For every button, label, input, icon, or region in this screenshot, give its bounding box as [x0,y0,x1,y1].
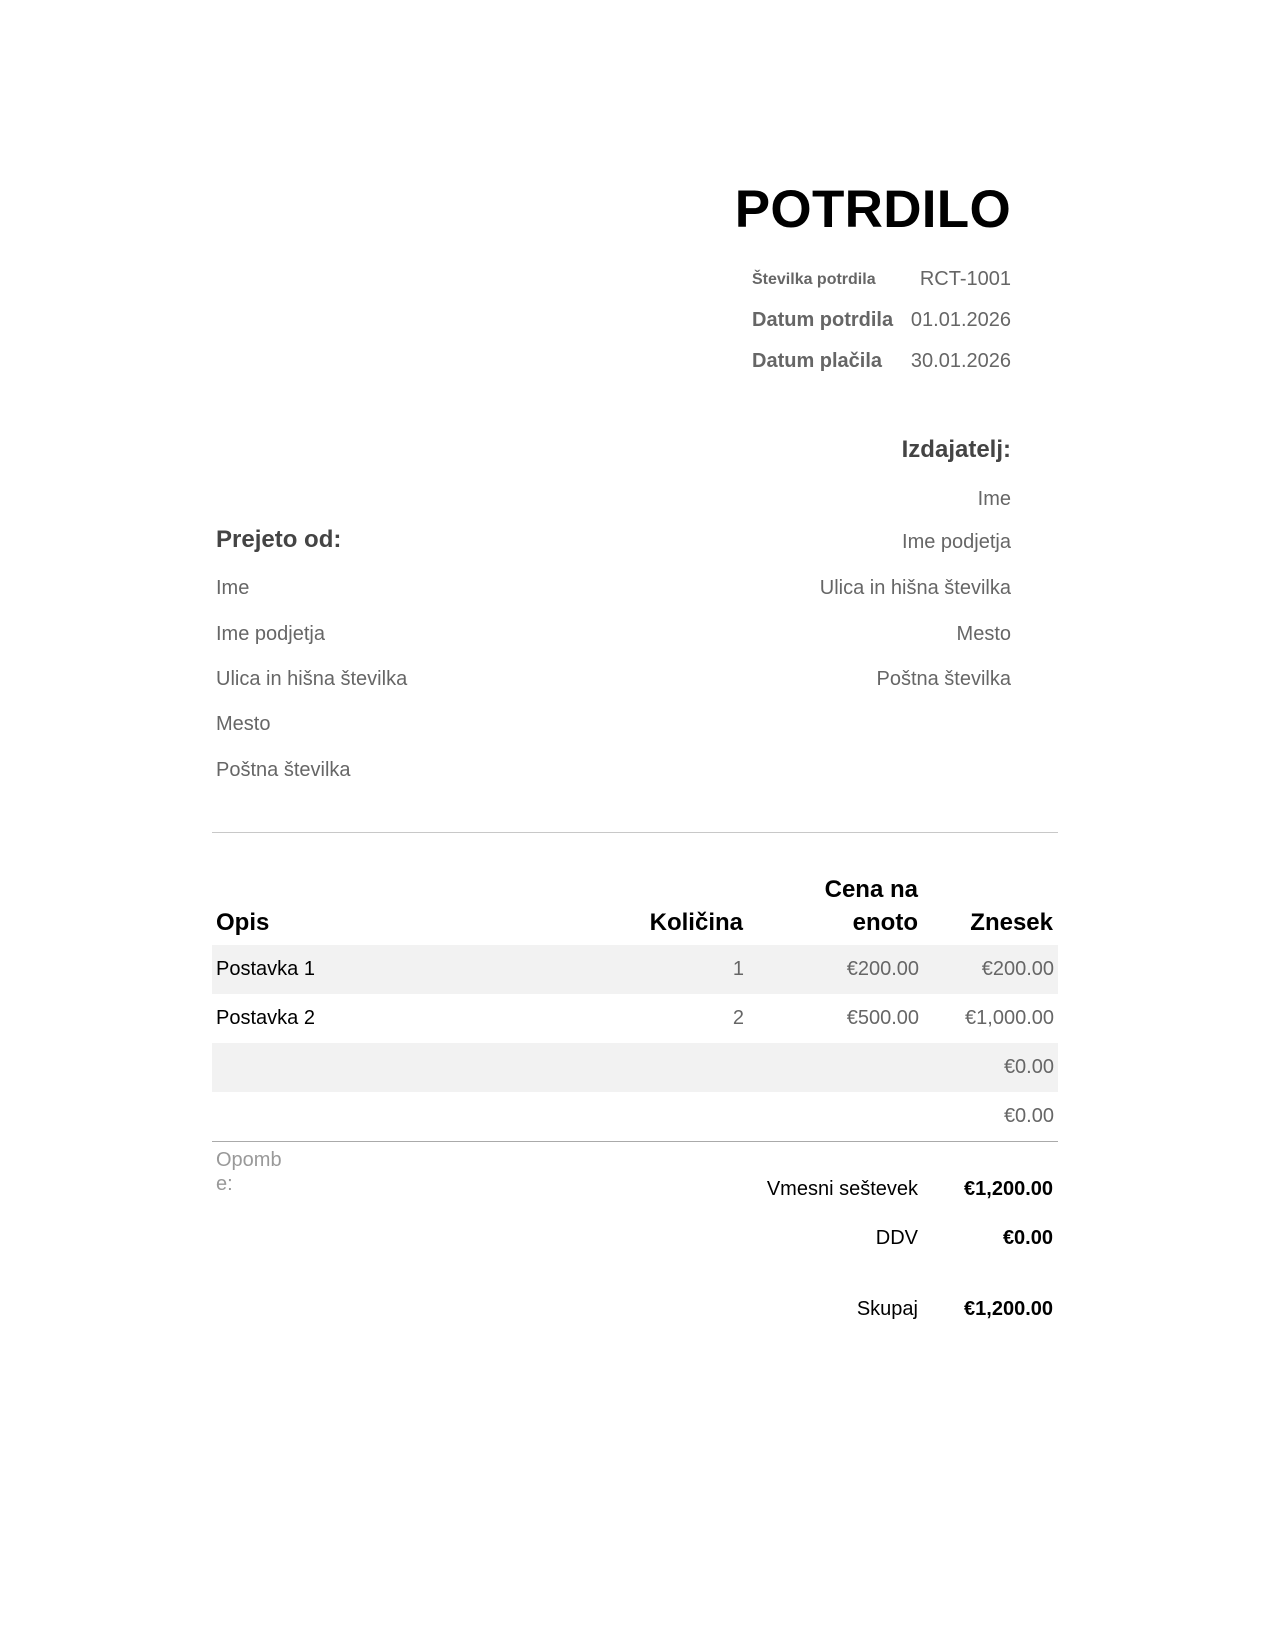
total-value: €1,200.00 [964,1298,1053,1320]
received-from-name: Ime [216,577,250,599]
notes-label: Opombe: [216,1149,282,1195]
document-title: POTRDILO [734,180,1011,239]
issuer-street: Ulica in hišna številka [819,577,1011,599]
table-row [212,1043,1058,1092]
column-header-quantity: Količina [649,909,743,936]
received-from-postal-code: Poštna številka [216,759,351,781]
subtotal-value: €1,200.00 [964,1178,1053,1200]
column-header-description: Opis [216,909,270,936]
row-amount: €1,000.00 [965,1007,1054,1029]
row-quantity: 1 [732,958,744,980]
received-from-heading: Prejeto od: [216,526,342,553]
row-amount: €0.00 [1003,1056,1054,1078]
subtotal-label: Vmesni seštevek [766,1178,918,1200]
payment-date-label: Datum plačila [752,350,883,372]
tax-value: €0.00 [1002,1227,1053,1249]
issuer-postal-code: Poštna številka [876,668,1011,690]
receipt-number-label: Številka potrdila [752,271,876,288]
payment-date-value: 30.01.2026 [910,350,1011,372]
row-description: Postavka 1 [216,958,315,980]
section-divider [212,832,1058,833]
row-unit-price: €500.00 [846,1007,919,1029]
issuer-heading: Izdajatelj: [901,436,1011,463]
received-from-street: Ulica in hišna številka [216,668,408,690]
receipt-number-value: RCT-1001 [919,268,1011,290]
column-header-unit-price: Cena na enoto [824,876,918,936]
row-description: Postavka 2 [216,1007,315,1029]
row-amount: €200.00 [981,958,1054,980]
row-quantity: 2 [732,1007,744,1029]
row-unit-price: €200.00 [846,958,919,980]
table-row [212,1092,1058,1141]
tax-label: DDV [875,1227,918,1249]
receipt-date-label: Datum potrdila [752,309,894,331]
received-from-company: Ime podjetja [216,623,325,645]
issuer-city: Mesto [956,623,1011,645]
issuer-company: Ime podjetja [902,531,1011,553]
table-row [212,945,1058,994]
row-amount: €0.00 [1003,1105,1054,1127]
issuer-name: Ime [977,488,1011,510]
receipt-date-value: 01.01.2026 [910,309,1011,331]
received-from-city: Mesto [216,713,271,735]
table-row [212,994,1058,1043]
table-bottom-border [212,1141,1058,1142]
column-header-amount: Znesek [970,909,1053,936]
total-label: Skupaj [856,1298,918,1320]
